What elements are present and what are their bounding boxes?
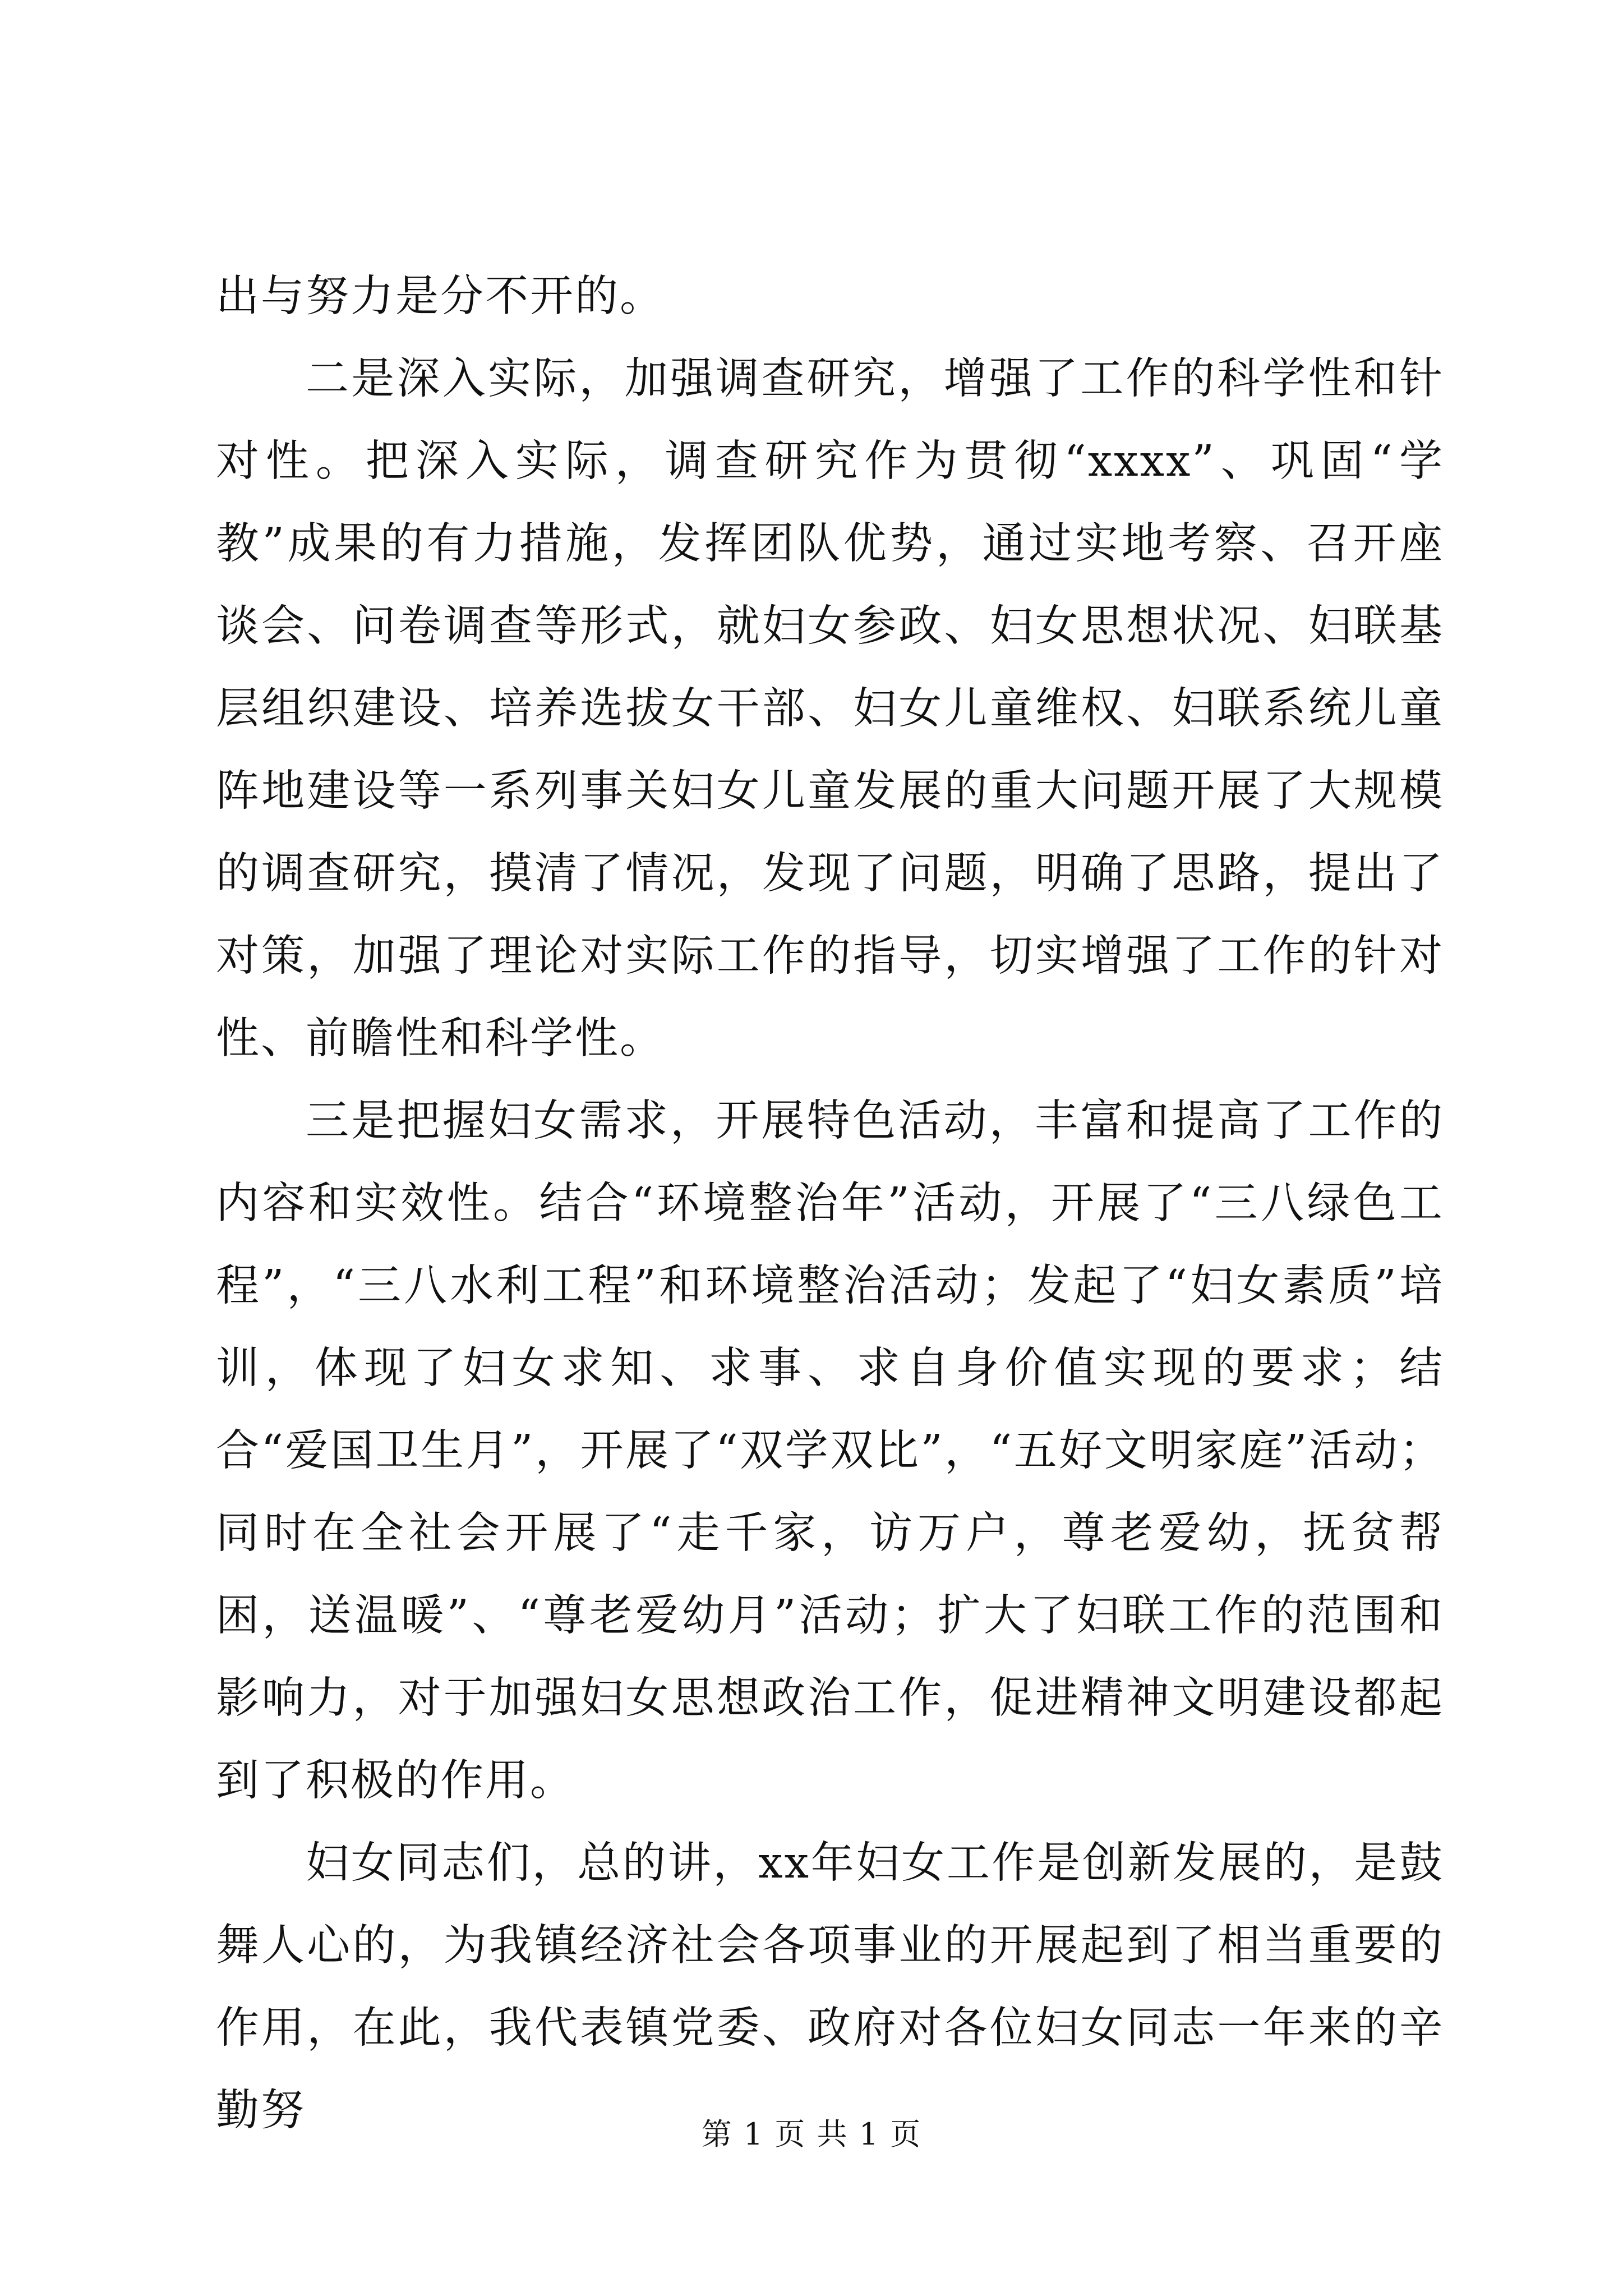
paragraph-summary: 妇女同志们，总的讲，xx年妇女工作是创新发展的，是鼓舞人心的，为我镇经济社会各项事业的开展起到了相当重要的作用，在此，我代表镇党委、政府对各位妇女同志一年来的辛勤努 <box>216 1838 1444 2136</box>
document-body <box>216 255 1444 2152</box>
paragraph-continuation: 出与努力是分不开的。 <box>216 272 665 321</box>
paragraph-activities: 三是把握妇女需求，开展特色活动，丰富和提高了工作的内容和实效性。结合“环境整治年”活动，开展了“三八绿色工程”，“三八水利工程”和环境整治活动；发起了“妇女素质”培训，体现了妇女求知、求事、求自身价值实现的要求；结合“爱国卫生月”，开展了“双学双比”，“五好文明家庭”活动；同时在全社会开展了“走千家，访万户，尊老爱幼，抚贫帮困，送温暖”、“尊老爱幼月”活动；扩大了妇联工作的范围和影响力，对于加强妇女思想政治工作，促进精神文明建设都起到了积极的作用。 <box>216 1096 1444 1806</box>
page-number-footer: 第 1 页 共 1 页 <box>701 2116 922 2152</box>
paragraph-research: 二是深入实际，加强调查研究，增强了工作的科学性和针对性。把深入实际，调查研究作为贯彻“xxxx”、巩固“学教”成果的有力措施，发挥团队优势，通过实地考察、召开座谈会、问卷调查等形式，就妇女参政、妇女思想状况、妇联基层组织建设、培养选拔女干部、妇女儿童维权、妇联系统儿童阵地建设等一系列事关妇女儿童发展的重大问题开展了大规模的调查研究，摸清了情况，发现了问题，明确了思路，提出了对策，加强了理论对实际工作的指导，切实增强了工作的针对性、前瞻性和科学性。 <box>216 354 1444 1064</box>
